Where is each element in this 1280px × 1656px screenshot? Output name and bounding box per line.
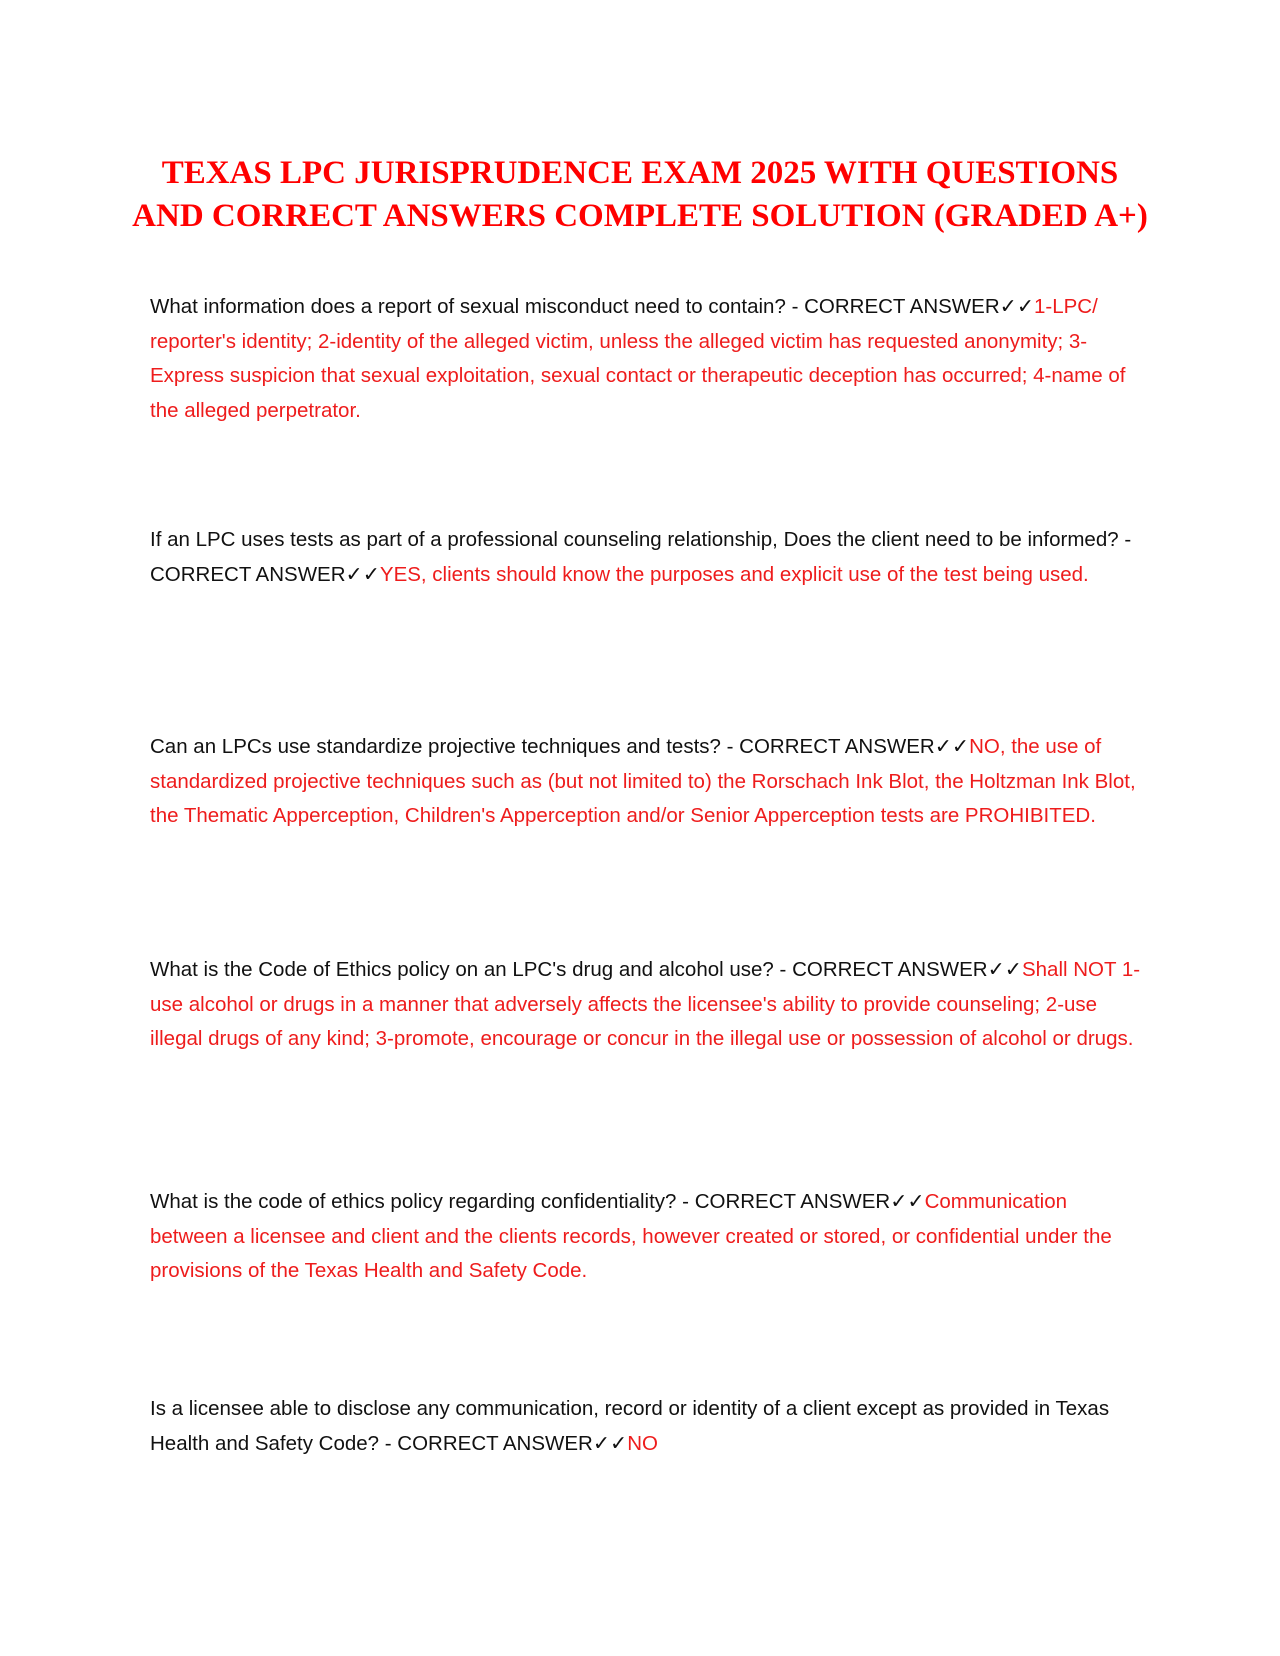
answer-prefix: - CORRECT ANSWER — [779, 958, 988, 981]
answer-prefix: - CORRECT ANSWER — [384, 1431, 593, 1455]
question-text: If an LPC uses tests as part of a professional counseling relationship, Does the client need to be informed? — [150, 528, 1119, 551]
double-check-icon: ✓✓ — [999, 295, 1034, 318]
answer-text: YES, clients should know the purposes and explicit use of the test being used. — [379, 562, 1089, 586]
qa-item-5 — [150, 1185, 1150, 1289]
answer-prefix: - CORRECT ANSWER — [682, 1190, 891, 1213]
double-check-icon: ✓✓ — [890, 1190, 925, 1213]
title-line-2: AND CORRECT ANSWERS COMPLETE SOLUTION (GRADED A+) — [132, 198, 1148, 234]
qa-item-6 — [150, 1392, 1150, 1461]
title-line-1: TEXAS LPC JURISPRUDENCE EXAM 2025 WITH QUESTIONS — [161, 155, 1119, 191]
double-check-icon: ✓✓ — [987, 958, 1022, 981]
double-check-icon: ✓✓ — [934, 735, 970, 758]
double-check-icon: ✓✓ — [592, 1431, 628, 1455]
document-title — [130, 152, 1150, 238]
qa-item-1 — [150, 290, 1150, 428]
question-text: Is a licensee able to disclose any communication, record or identity of a client except as provided in Texas Health and Safety Code? — [150, 1397, 1110, 1455]
double-check-icon: ✓✓ — [345, 562, 380, 586]
question-text: What is the code of ethics policy regarding confidentiality? — [150, 1190, 677, 1213]
question-text: What information does a report of sexual misconduct need to contain? — [150, 295, 786, 318]
answer-text: Shall NOT 1-use alcohol or drugs in a manner that adversely affects the licensee's ability to provide counseling; 2-use illegal drugs of any kind; 3-promote, encourage or concur in the illegal use or possession of alcohol or drugs. — [150, 958, 1141, 1050]
answer-text: NO — [627, 1431, 658, 1455]
answer-prefix: - CORRECT ANSWER — [150, 528, 1132, 586]
question-text: What is the Code of Ethics policy on an LPC's drug and alcohol use? — [150, 958, 774, 981]
answer-prefix: - CORRECT ANSWER — [726, 735, 935, 758]
answer-text: NO, the use of standardized projective techniques such as (but not limited to) the Rorschach Ink Blot, the Holtzman Ink Blot, the Thematic Apperception, Children's Apperception and/or Senior Apperception tests are PROHIBITED. — [150, 735, 1136, 827]
answer-text: 1-LPC/ reporter's identity; 2-identity of the alleged victim, unless the alleged victim has requested anonymity; 3-Express suspicion that sexual exploitation, sexual contact or therapeutic deception has occurred; 4-name of the alleged perpetrator. — [150, 295, 1126, 422]
answer-prefix: - CORRECT ANSWER — [791, 295, 1000, 318]
qa-item-2 — [150, 523, 1150, 592]
qa-item-3 — [150, 730, 1150, 834]
answer-text: Communication between a licensee and client and the clients records, however created or stored, or confidential under the provisions of the Texas Health and Safety Code. — [150, 1190, 1112, 1282]
question-text: Can an LPCs use standardize projective techniques and tests? — [150, 735, 721, 758]
qa-item-4 — [150, 953, 1150, 1057]
